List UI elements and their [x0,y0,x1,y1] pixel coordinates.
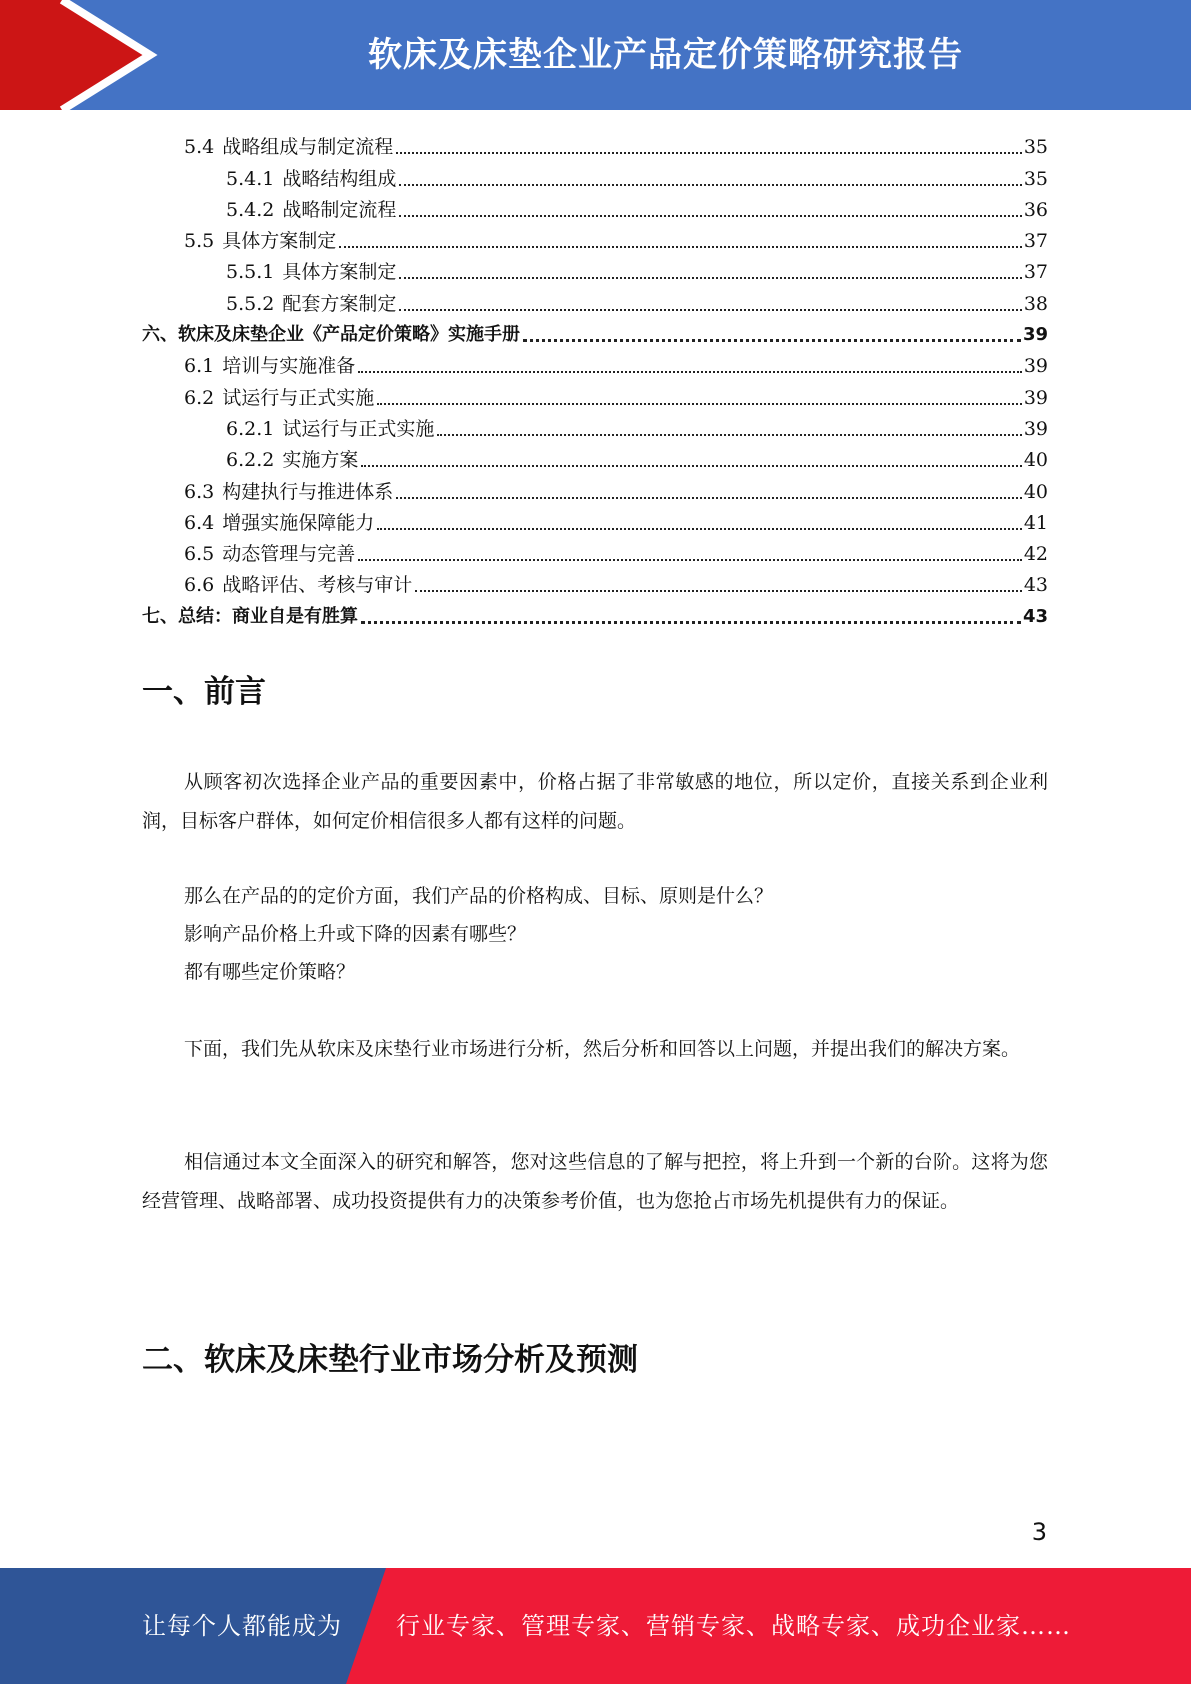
question-line-2: 影响产品价格上升或下降的因素有哪些？ [184,923,527,945]
toc-entry[interactable] [142,504,1048,535]
toc-entry[interactable] [142,441,1048,472]
toc-entry[interactable] [142,472,1048,503]
toc-entry-title: 试运行与正式实施 [282,417,435,440]
preface-paragraph-1: 从顾客初次选择企业产品的重要因素中，价格占据了非常敏感的地位，所以定价，直接关系到企业利润，目标客户群体，如何定价相信很多人都有这样的问题。 [142,771,1048,832]
toc-dot-leader [399,276,1021,279]
page-number: 3 [1031,1518,1047,1546]
toc-entry-title: 战略制定流程 [282,198,397,221]
footer-slogan-right: 行业专家、管理专家、营销专家、战略专家、成功企业家…… [396,1612,1071,1640]
toc-dot-leader [361,464,1021,467]
toc-entry[interactable] [142,410,1048,441]
toc-dot-leader [415,589,1022,592]
toc-entry-title: 增强实施保障能力 [222,511,375,534]
toc-entry-page: 43 [1022,605,1048,627]
preface-paragraph-3: 相信通过本文全面深入的研究和解答，您对这些信息的了解与把控，将上升到一个新的台阶。这将为您经营管理、战略部署、成功投资提供有力的决策参考价值，也为您抢占市场先机提供有力的保证。 [142,1151,1048,1212]
question-line-3: 都有哪些定价策略？ [184,961,356,983]
toc-entry[interactable] [142,191,1048,222]
toc-dot-leader [377,527,1022,530]
toc-entry-page: 36 [1023,198,1048,221]
toc-entry-page: 39 [1023,417,1048,440]
toc-entry-title: 战略结构组成 [282,167,397,190]
toc-entry-number: 6.4 [184,511,215,534]
toc-entry[interactable] [142,128,1048,159]
toc-entry-title: 具体方案制定 [222,230,337,253]
toc-entry-title: 配套方案制定 [282,292,397,315]
toc-entry[interactable] [142,284,1048,315]
page-header [0,0,1191,110]
toc-entry-number: 5.5.2 [226,292,275,315]
toc-entry-number: 5.5 [184,230,215,253]
toc-entry[interactable] [142,159,1048,190]
toc-entry-page: 39 [1022,324,1048,346]
toc-dot-leader [358,558,1022,561]
toc-entry-title: 构建执行与推进体系 [222,480,394,503]
toc-dot-leader [396,151,1022,154]
toc-entry[interactable] [142,378,1048,409]
toc-dot-leader [377,402,1022,405]
toc-dot-leader [361,620,1021,624]
toc-dot-leader [396,496,1022,499]
toc-entry-page: 35 [1023,136,1048,159]
toc-entry-title: 七、总结：商业自是有胜算 [142,605,358,627]
toc-entry-title: 实施方案 [282,449,359,472]
toc-entry-page: 40 [1023,480,1048,503]
toc-entry-page: 38 [1023,292,1048,315]
toc-entry-number: 6.2.1 [226,417,275,440]
toc-entry-page: 42 [1023,543,1048,566]
market-analysis-heading: 二、软床及床垫行业市场分析及预测 [142,1342,638,1378]
toc-entry-title: 战略评估、考核与审计 [222,574,413,597]
toc-entry-title: 六、软床及床垫企业《产品定价策略》实施手册 [142,324,520,346]
toc-entry[interactable] [142,566,1048,597]
toc-entry-page: 40 [1023,449,1048,472]
toc-entry-number: 5.4.2 [226,198,275,221]
toc-dot-leader [358,370,1022,373]
toc-entry-number: 6.5 [184,543,215,566]
toc-dot-leader [399,308,1021,311]
toc-entry-number: 6.2 [184,386,215,409]
report-title: 软床及床垫企业产品定价策略研究报告 [368,35,963,75]
footer-slogan-left: 让每个人都能成为 [142,1612,342,1640]
header-chevron-icon [0,0,160,110]
toc-entry-page: 37 [1023,261,1048,284]
toc-dot-leader [437,433,1021,436]
toc-entry-number: 6.2.2 [226,449,275,472]
toc-entry-title: 动态管理与完善 [222,543,356,566]
toc-dot-leader [523,338,1021,342]
toc-entry-number: 6.6 [184,574,215,597]
toc-entry[interactable] [142,253,1048,284]
toc-entry[interactable] [142,535,1048,566]
preface-paragraph-2: 下面，我们先从软床及床垫行业市场进行分析，然后分析和回答以上问题，并提出我们的解决方案。 [184,1038,1021,1060]
toc-entry[interactable] [142,597,1048,628]
toc-entry-number: 5.5.1 [226,261,275,284]
page-footer [0,1568,1191,1684]
toc-entry-page: 35 [1023,167,1048,190]
toc-entry[interactable] [142,222,1048,253]
toc-entry[interactable] [142,347,1048,378]
toc-entry-number: 5.4 [184,136,215,159]
toc-entry-page: 41 [1023,511,1048,534]
toc-entry-title: 培训与实施准备 [222,355,356,378]
toc-entry-page: 43 [1023,574,1048,597]
toc-dot-leader [339,245,1022,248]
toc-entry-number: 6.1 [184,355,215,378]
toc-entry-page: 39 [1023,355,1048,378]
preface-heading: 一、前言 [142,674,266,710]
toc-entry-page: 39 [1023,386,1048,409]
toc-entry-title: 战略组成与制定流程 [222,136,394,159]
toc-entry-title: 试运行与正式实施 [222,386,375,409]
toc-entry-page: 37 [1023,230,1048,253]
toc-dot-leader [399,214,1021,217]
table-of-contents [142,128,1048,629]
toc-dot-leader [399,183,1021,186]
toc-entry-title: 具体方案制定 [282,261,397,284]
toc-entry[interactable] [142,316,1048,347]
toc-entry-number: 6.3 [184,480,215,503]
question-line-1: 那么在产品的的定价方面，我们产品的价格构成、目标、原则是什么？ [184,885,774,907]
toc-entry-number: 5.4.1 [226,167,275,190]
